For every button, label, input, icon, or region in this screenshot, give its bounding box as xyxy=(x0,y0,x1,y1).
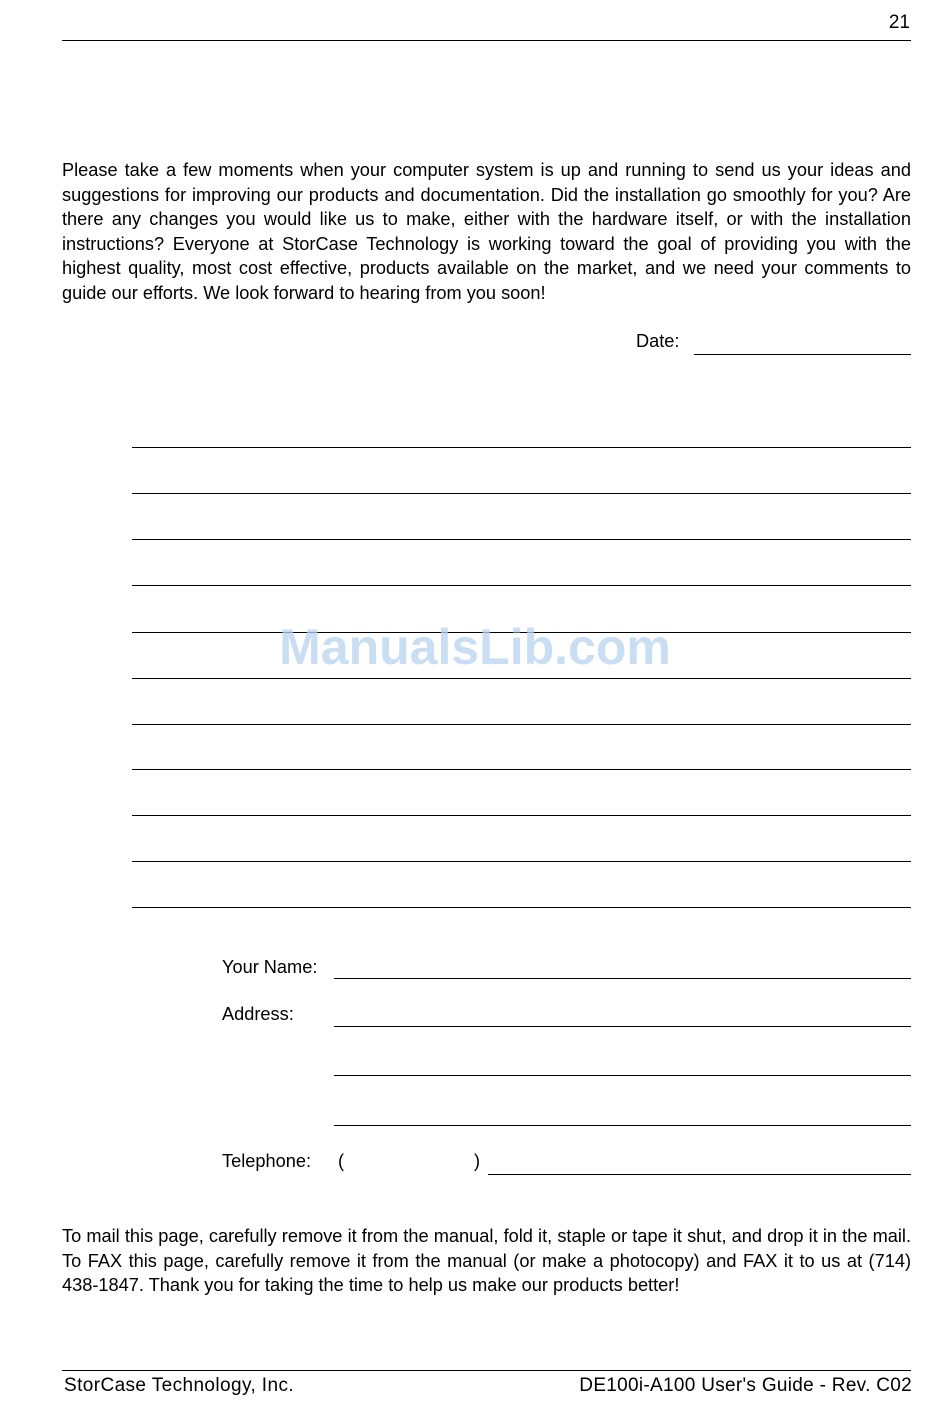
page-number: 21 xyxy=(888,12,910,33)
comment-line[interactable] xyxy=(132,447,911,448)
footer-rule xyxy=(62,1370,911,1371)
intro-paragraph: Please take a few moments when your computer system is up and running to send us your ideas and suggestions for improving our products and documentation. Did the installation go smoothly for you? Are there any changes you would like us to make, either with the hardware itself, or with the installation instructions? Everyone at StorCase Technology is working toward the goal of providing you with the highest quality, most cost effective, products available on the market, and we need your comments to guide our efforts. We look forward to hearing from you soon! xyxy=(62,160,911,303)
comment-line[interactable] xyxy=(132,678,911,679)
watermark: ManualsLib.com xyxy=(279,619,671,675)
address-field-line-2[interactable] xyxy=(334,1075,911,1076)
date-field-line[interactable] xyxy=(694,354,911,355)
area-code-close-paren: ) xyxy=(474,1151,481,1171)
header-rule xyxy=(62,40,911,41)
comment-line[interactable] xyxy=(132,493,911,494)
comment-line[interactable] xyxy=(132,861,911,862)
name-field-line[interactable] xyxy=(334,978,911,979)
comment-line[interactable] xyxy=(132,585,911,586)
comment-line[interactable] xyxy=(132,769,911,770)
comment-line[interactable] xyxy=(132,815,911,816)
address-field-line-1[interactable] xyxy=(334,1026,911,1027)
telephone-field-line[interactable] xyxy=(488,1174,911,1175)
telephone-label: Telephone: xyxy=(222,1151,311,1171)
date-label: Date: xyxy=(636,331,680,351)
address-field-line-3[interactable] xyxy=(334,1125,911,1126)
address-label: Address: xyxy=(222,1004,294,1024)
name-label: Your Name: xyxy=(222,957,318,977)
footer-company: StorCase Technology, Inc. xyxy=(64,1375,295,1396)
comment-line[interactable] xyxy=(132,539,911,540)
footer-guide-title: DE100i-A100 User's Guide - Rev. C02 xyxy=(579,1375,912,1396)
area-code-open-paren: ( xyxy=(338,1151,345,1171)
outro-paragraph: To mail this page, carefully remove it from the manual, fold it, staple or tape it shut, and drop it in the mail. To FAX this page, carefully remove it from the manual (or make a photocopy) and FAX it to us at (714) 438-1847. Thank you for taking the time to help us make our products better! xyxy=(62,1226,911,1296)
comment-line[interactable] xyxy=(132,724,911,725)
comment-line[interactable] xyxy=(132,907,911,908)
